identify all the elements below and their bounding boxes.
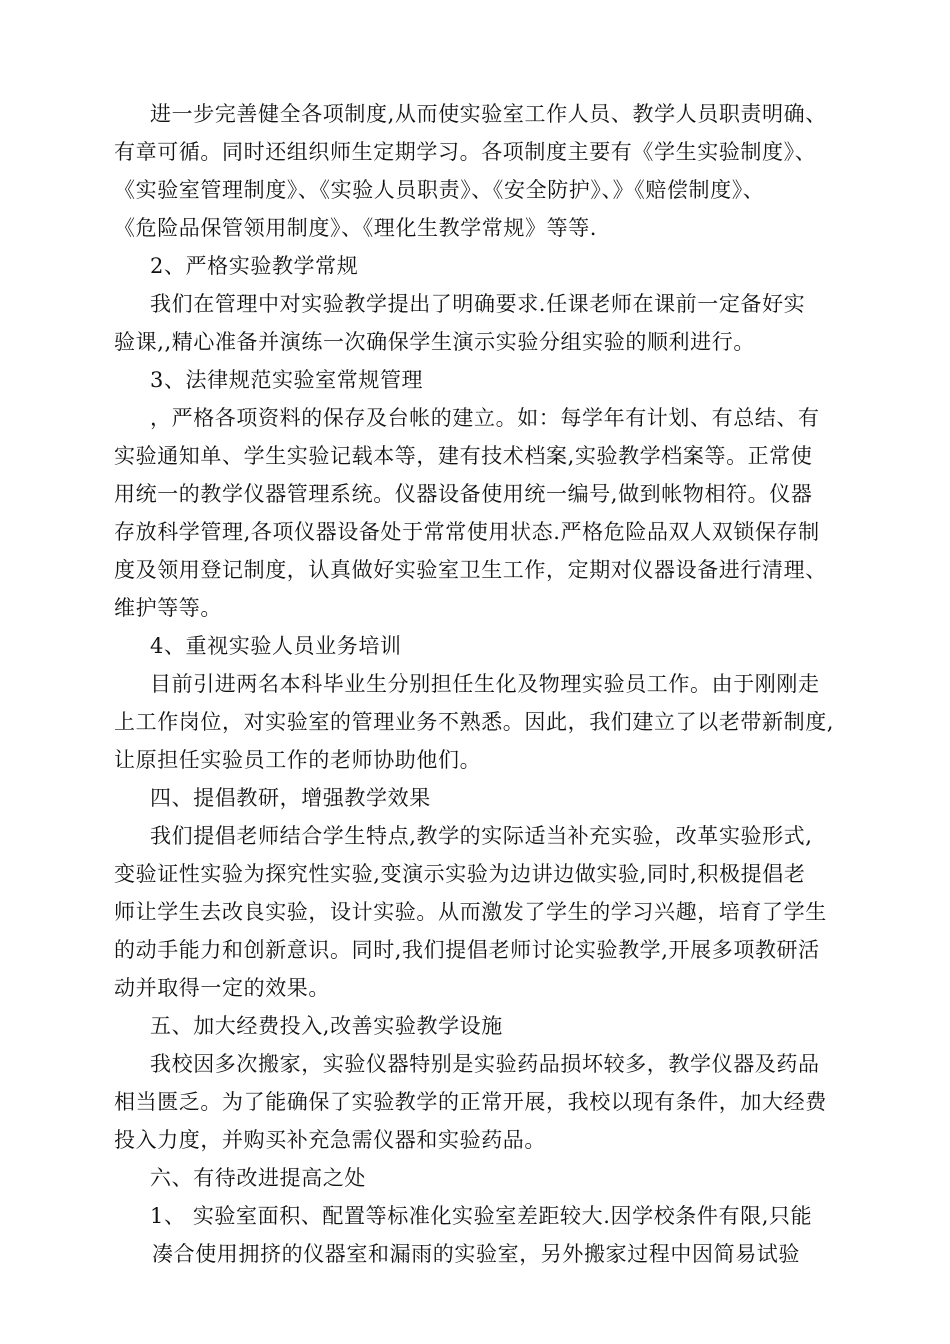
text-line: 验课,,精心准备并演练一次确保学生演示实验分组实验的顺利进行。 <box>114 330 755 354</box>
text-line: 动并取得一定的效果。 <box>114 976 330 1000</box>
text-line: 我们在管理中对实验教学提出了明确要求.任课老师在课前一定备好实 <box>150 292 806 316</box>
text-line: 存放科学管理,各项仪器设备处于常常使用状态.严格危险品双人双锁保存制 <box>114 520 820 544</box>
text-line: 有章可循。同时还组织师生定期学习。各项制度主要有《学生实验制度》、 <box>114 140 817 164</box>
text-line: 维护等等。 <box>114 596 222 620</box>
text-line: 度及领用登记制度，认真做好实验室卫生工作，定期对仪器设备进行清理、 <box>114 558 827 582</box>
text-line: 的动手能力和创新意识。同时,我们提倡老师讨论实验教学,开展多项教研活 <box>114 938 820 962</box>
section-heading: 五、加大经费投入,改善实验教学设施 <box>150 1014 503 1038</box>
text-line: 投入力度，并购买补充急需仪器和实验药品。 <box>114 1128 546 1152</box>
list-item: 1、 实验室面积、配置等标准化实验室差距较大.因学校条件有限,只能 <box>150 1204 813 1228</box>
section-heading: 六、有待改进提高之处 <box>150 1166 366 1190</box>
text-line: 实验通知单、学生实验记载本等，建有技术档案,实验教学档案等。正常使 <box>114 444 813 468</box>
text-line: 变验证性实验为探究性实验,变演示实验为边讲边做实验,同时,积极提倡老 <box>114 862 806 886</box>
text-line: 目前引进两名本科毕业生分别担任生化及物理实验员工作。由于刚刚走 <box>150 672 820 696</box>
text-line: 上工作岗位，对实验室的管理业务不熟悉。因此，我们建立了以老带新制度, <box>114 710 835 734</box>
text-line: 用统一的教学仪器管理系统。仪器设备使用统一编号,做到帐物相符。仪器 <box>114 482 813 506</box>
section-heading: 四、提倡教研，增强教学效果 <box>150 786 431 810</box>
text-line: 相当匮乏。为了能确保了实验教学的正常开展，我校以现有条件，加大经费 <box>114 1090 827 1114</box>
text-line: 《实验室管理制度》、《实验人员职责》、《安全防护》、》《赔偿制度》、 <box>114 178 765 202</box>
text-line: 我们提倡老师结合学生特点,教学的实际适当补充实验，改革实验形式, <box>150 824 813 848</box>
section-heading: 2、严格实验教学常规 <box>150 254 359 278</box>
text-line: 师让学生去改良实验，设计实验。从而激发了学生的学习兴趣，培育了学生 <box>114 900 827 924</box>
list-item-continuation: 凑合使用拥挤的仪器室和漏雨的实验室，另外搬家过程中因简易试验 <box>152 1242 800 1266</box>
text-line: ，严格各项资料的保存及台帐的建立。如：每学年有计划、有总结、有 <box>150 406 820 430</box>
text-line: 我校因多次搬家，实验仪器特别是实验药品损坏较多，教学仪器及药品 <box>150 1052 820 1076</box>
section-heading: 3、法律规范实验室常规管理 <box>150 368 424 392</box>
text-line: 让原担任实验员工作的老师协助他们。 <box>114 748 482 772</box>
text-line: 进一步完善健全各项制度,从而使实验室工作人员、教学人员职责明确、 <box>150 102 827 126</box>
text-line: 《危险品保管领用制度》、《理化生教学常规》等等. <box>114 216 598 240</box>
section-heading: 4、重视实验人员业务培训 <box>150 634 402 658</box>
